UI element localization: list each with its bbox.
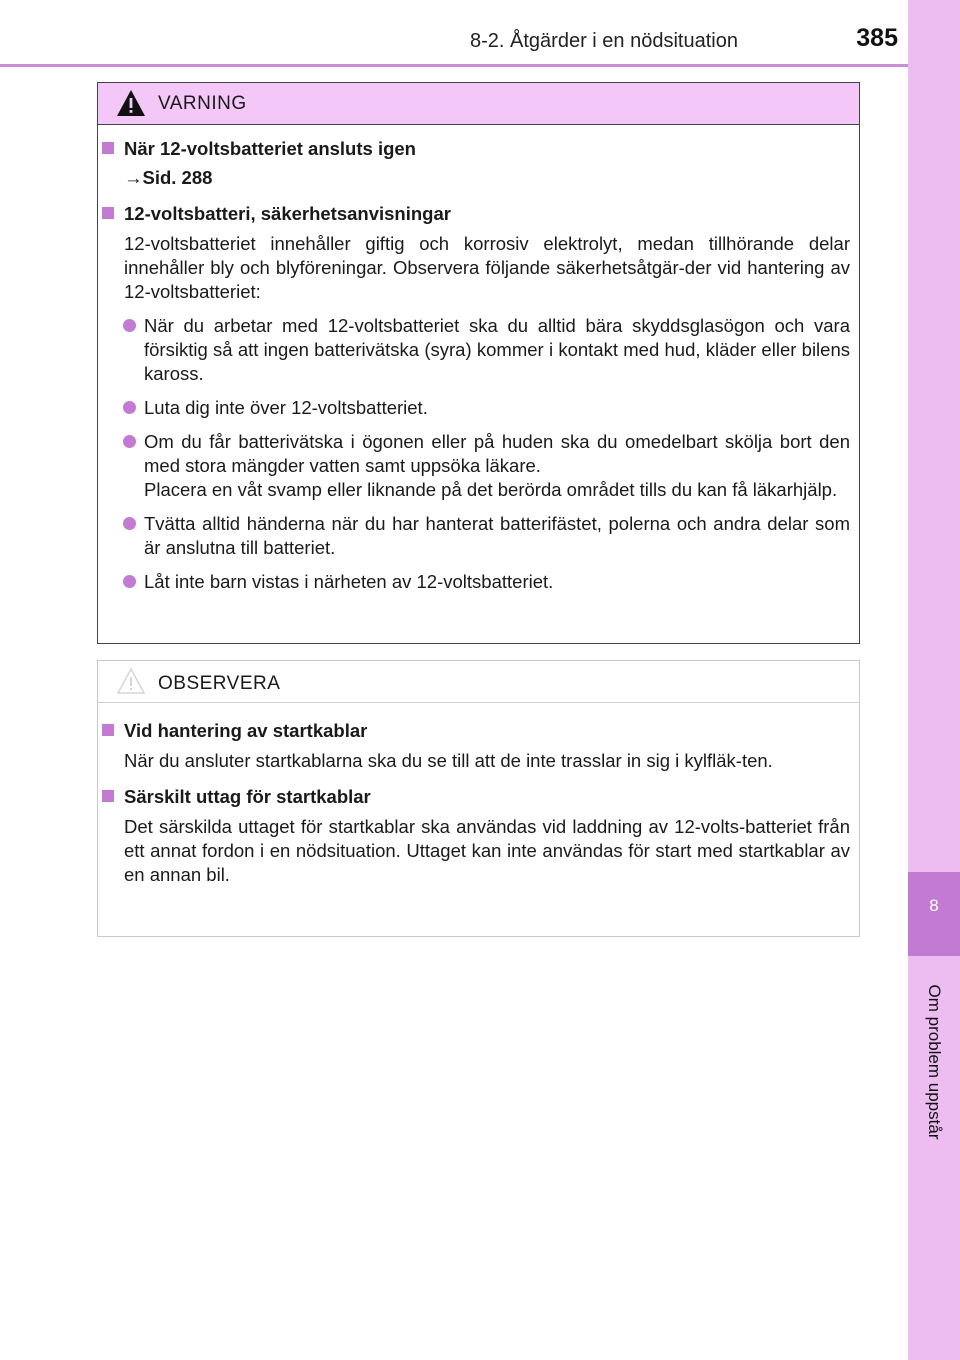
notice-item-heading: Särskilt uttag för startkablar xyxy=(98,785,850,809)
warning-label: VARNING xyxy=(158,93,247,114)
page-reference: →Sid. 288 xyxy=(124,167,213,188)
round-bullet-icon xyxy=(123,319,136,332)
square-bullet-icon xyxy=(102,790,114,802)
warning-triangle-icon xyxy=(116,89,146,117)
round-bullet-icon xyxy=(123,575,136,588)
square-bullet-icon xyxy=(102,207,114,219)
round-bullet-icon xyxy=(123,435,136,448)
notice-box xyxy=(97,660,860,937)
warning-bullet: Om du får batterivätska i ögonen eller på huden ska du omedelbart skölja bort den med stora mängder vatten samt uppsöka läkare. Placera en våt svamp eller liknande på det berörda området tills du kan få läkarhjälp. xyxy=(98,430,850,502)
chapter-side-tab xyxy=(908,0,960,1360)
round-bullet-icon xyxy=(123,517,136,530)
square-bullet-icon xyxy=(102,724,114,736)
warning-header xyxy=(98,83,859,125)
notice-label: OBSERVERA xyxy=(158,673,281,694)
warning-bullet: När du arbetar med 12-voltsbatteriet ska du alltid bära skyddsglasögon och vara försiktig så att ingen batterivätska (syra) kommer i kontakt med hud, kläder eller bilens kaross. xyxy=(98,314,850,386)
section-title: 8-2. Åtgärder i en nödsituation xyxy=(470,30,738,52)
square-bullet-icon xyxy=(102,142,114,154)
notice-header xyxy=(98,661,859,703)
page-number: 385 xyxy=(856,24,898,52)
warning-bullet: Tvätta alltid händerna när du har hanterat batterifästet, polerna och andra delar som är anslutna till batteriet. xyxy=(98,512,850,560)
warning-paragraph: 12-voltsbatteriet innehåller giftig och korrosiv elektrolyt, medan tillhörande delar innehåller bly och blyföreningar. Observera följande säkerhetsåtgär-der vid hantering av 12-voltsbatteriet: xyxy=(124,233,850,302)
warning-item-heading: När 12-voltsbatteriet ansluts igen xyxy=(98,137,850,161)
notice-item-heading: Vid hantering av startkablar xyxy=(98,719,850,743)
warning-item-heading: 12-voltsbatteri, säkerhetsanvisningar xyxy=(98,202,850,226)
arrow-icon: → xyxy=(124,167,143,188)
warning-box xyxy=(97,82,860,644)
caution-triangle-outline-icon xyxy=(116,667,146,695)
chapter-title: Om problem uppstår xyxy=(925,984,944,1140)
notice-paragraph: Det särskilda uttaget för startkablar ska användas vid laddning av 12-volts-batteriet från ett annat fordon i en nödsituation. Uttaget kan inte användas för start med startkablar av en annan bil. xyxy=(124,816,850,885)
round-bullet-icon xyxy=(123,401,136,414)
header-divider xyxy=(0,64,908,67)
warning-bullet: Låt inte barn vistas i närheten av 12-voltsbatteriet. xyxy=(98,570,850,594)
chapter-number: 8 xyxy=(929,896,939,915)
notice-paragraph: När du ansluter startkablarna ska du se till att de inte trasslar in sig i kylfläk-ten. xyxy=(124,750,773,771)
warning-bullet: Luta dig inte över 12-voltsbatteriet. xyxy=(98,396,850,420)
